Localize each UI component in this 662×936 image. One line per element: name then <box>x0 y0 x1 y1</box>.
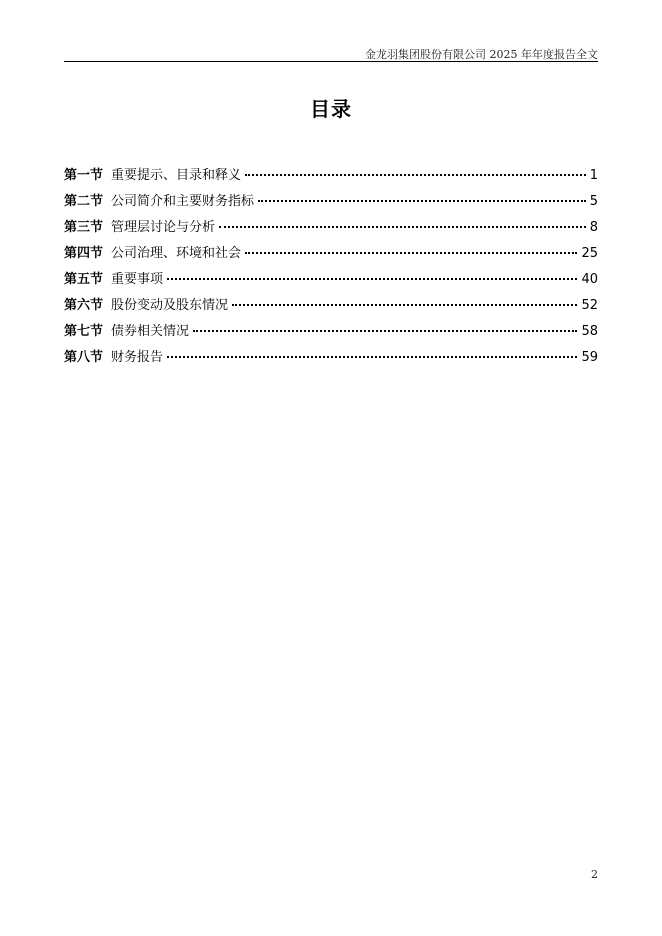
dot-leader <box>219 226 586 228</box>
toc-section-label: 第二节 <box>64 194 104 209</box>
toc-section-name: 公司简介和主要财务指标 <box>111 194 255 209</box>
toc-page-number: 52 <box>581 298 598 313</box>
toc-page-number: 58 <box>581 324 598 339</box>
toc-section-name: 重要事项 <box>111 272 164 287</box>
footer-page-number: 2 <box>591 868 598 881</box>
toc-page-number: 5 <box>589 194 598 209</box>
toc-section-label: 第六节 <box>64 298 104 313</box>
toc-entry-6[interactable] <box>64 294 598 320</box>
toc-entry-5[interactable] <box>64 268 598 294</box>
toc-section-name: 重要提示、目录和释义 <box>111 168 242 183</box>
toc-entry-1[interactable] <box>64 164 598 190</box>
toc-entry-8[interactable] <box>64 346 598 372</box>
toc-page-number: 40 <box>581 272 598 287</box>
toc-entry-3[interactable] <box>64 216 598 242</box>
toc-section-label: 第七节 <box>64 324 104 339</box>
header-divider <box>64 61 598 62</box>
toc-entry-4[interactable] <box>64 242 598 268</box>
dot-leader <box>258 200 586 202</box>
toc-section-label: 第五节 <box>64 272 104 287</box>
table-of-contents <box>64 164 598 372</box>
dot-leader <box>167 356 577 358</box>
running-header: 金龙羽集团股份有限公司 2025 年年度报告全文 <box>365 48 598 61</box>
dot-leader <box>232 304 577 306</box>
toc-page-number: 1 <box>589 168 598 183</box>
toc-page-number: 25 <box>581 246 598 261</box>
toc-section-label: 第三节 <box>64 220 104 235</box>
toc-section-name: 债券相关情况 <box>111 324 190 339</box>
toc-section-name: 股份变动及股东情况 <box>111 298 229 313</box>
dot-leader <box>193 330 577 332</box>
toc-section-name: 管理层讨论与分析 <box>111 220 216 235</box>
toc-section-label: 第四节 <box>64 246 104 261</box>
toc-section-label: 第八节 <box>64 350 104 365</box>
page-title: 目录 <box>310 97 352 121</box>
dot-leader <box>245 174 586 176</box>
toc-page-number: 59 <box>581 350 598 365</box>
toc-entry-7[interactable] <box>64 320 598 346</box>
toc-section-label: 第一节 <box>64 168 104 183</box>
dot-leader <box>167 278 577 280</box>
toc-entry-2[interactable] <box>64 190 598 216</box>
dot-leader <box>245 252 577 254</box>
toc-page-number: 8 <box>589 220 598 235</box>
toc-section-name: 财务报告 <box>111 350 164 365</box>
toc-section-name: 公司治理、环境和社会 <box>111 246 242 261</box>
